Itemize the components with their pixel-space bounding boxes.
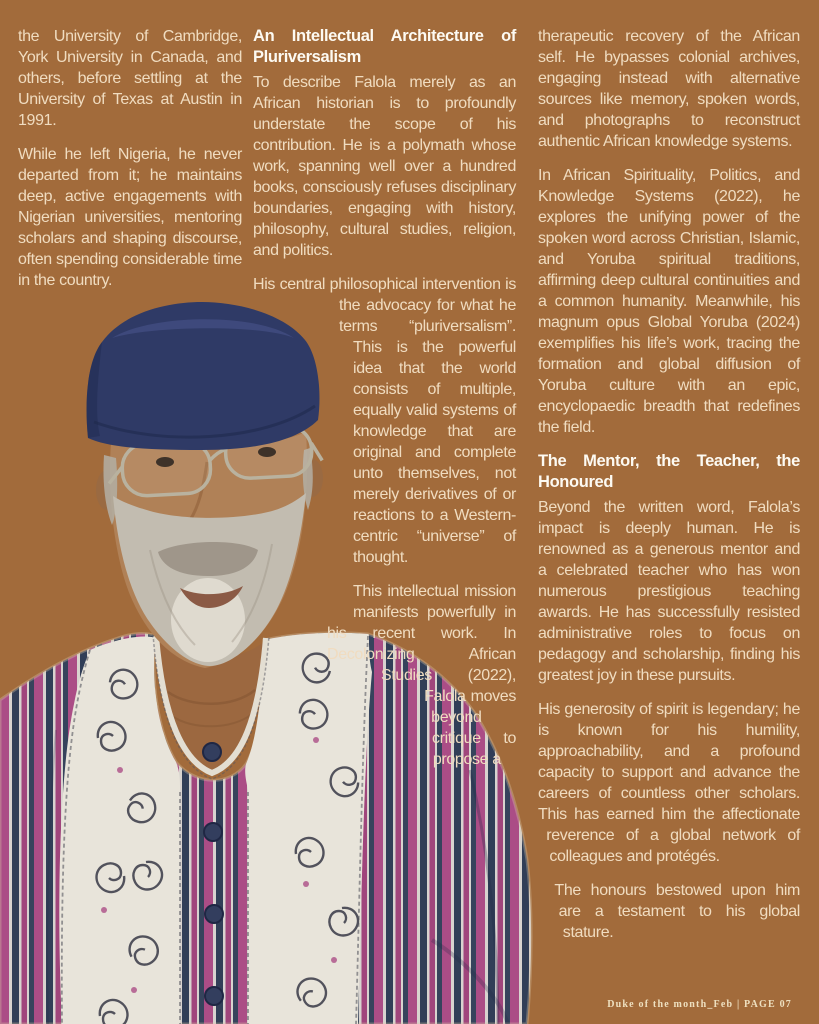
section-heading-pluriversalism: An Intellectual Architecture of Pluriversalism: [253, 27, 516, 66]
paragraph: His central philosophical intervention is the advocacy for what he terms “pluriversalism”. This is the powerful idea that the world consists of multiple, equally valid systems of knowledge that are original and complete unto themselves, not merely derivatives of or reactions to a Western-centric “universe” of thought.: [253, 276, 516, 566]
paragraph: the University of Cambridge, York University in Canada, and others, before settling at the University of Texas at Austin in 1991.: [18, 28, 242, 129]
paragraph: The honours bestowed upon him are a testament to his global stature.: [554, 882, 800, 941]
middle-column: [253, 26, 516, 899]
right-column: [538, 26, 800, 956]
page-footer: Duke of the month_Feb | PAGE 07: [607, 999, 792, 1010]
paragraph: While he left Nigeria, he never departed from it; he maintains deep, active engagements with Nigerian universities, mentoring scholars and shaping discourse, often spending considerable time in the country.: [18, 146, 242, 289]
paragraph: His generosity of spirit is legendary; he is known for his humility, approachability, and a profound capacity to support and advance the careers of countless other scholars. This has earned him the affectionate reverence of a global network of colleagues and protégés.: [538, 701, 800, 865]
wrapped-text-block: [253, 274, 516, 770]
paragraph: In African Spirituality, Politics, and Knowledge Systems (2022), he explores the unifying power of the spoken word across Christian, Islamic, and Yoruba spiritual traditions, affirming deep cultural continuities and a common humanity. Meanwhile, his magnum opus Global Yoruba (2024) exemplifies his life’s work, tracing the formation and global diffusion of Yoruba culture with an epic, encyclopaedic breadth that redefines the field.: [538, 167, 800, 436]
paragraph: This intellectual mission manifests powerfully in his recent work. In Decolonizing African Studies (2022), Falola moves beyond critique to propose a: [327, 583, 516, 768]
section-heading-mentor: The Mentor, the Teacher, the Honoured: [538, 452, 800, 491]
paragraph: Beyond the written word, Falola’s impact is deeply human. He is renowned as a generous mentor and a celebrated teacher who has won numerous prestigious teaching awards. He has successfully resisted administrative roles to focus on pedagogy and scholarship, finding his greatest joy in these pursuits.: [538, 499, 800, 684]
left-column: [18, 26, 242, 304]
paragraph: therapeutic recovery of the African self. He bypasses colonial archives, engaging instead with alternative sources like memory, spoken words, and photographs to reconstruct authentic African knowledge systems.: [538, 28, 800, 150]
paragraph: To describe Falola merely as an African historian is to profoundly understate the scope of his contribution. He is a polymath whose work, spanning well over a hundred books, consciously refuses disciplinary boundaries, engaging with history, philosophy, cultural studies, religion, and politics.: [253, 74, 516, 259]
wrapped-text-block: [538, 699, 800, 943]
